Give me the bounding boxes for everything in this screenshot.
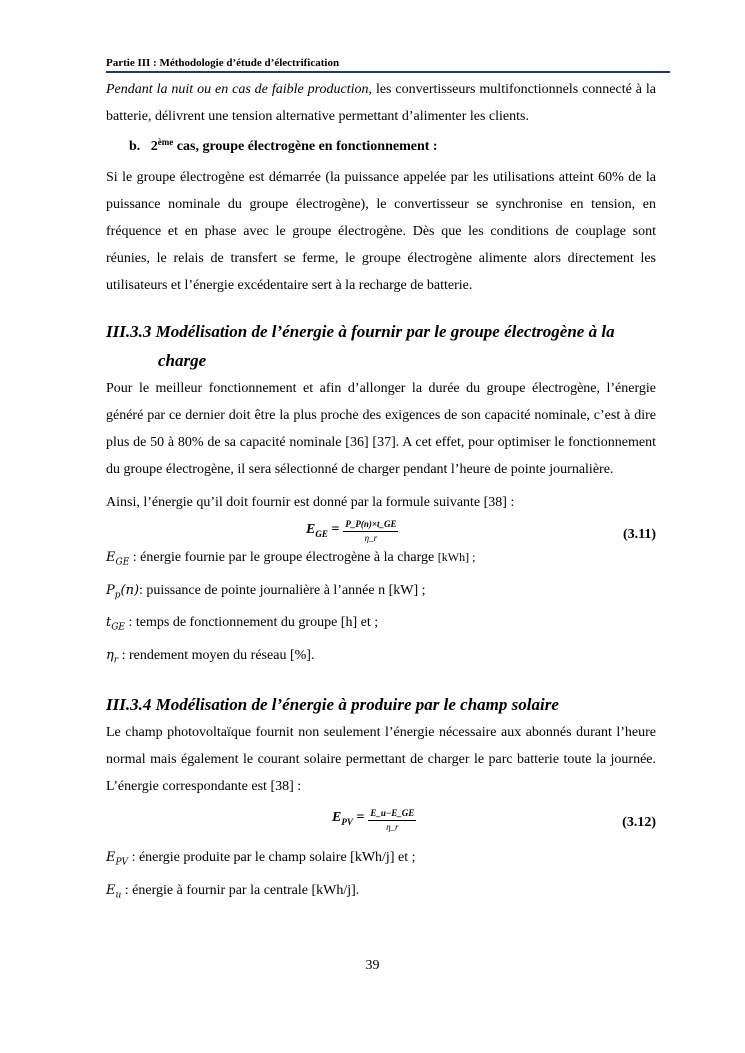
def-egc-unit: [kWh] ; (437, 550, 476, 564)
eq312-lhs: E (332, 810, 342, 826)
section-334-paragraph1: Le champ photovoltaïque fournit non seulement l’énergie nécessaire aux abonnés durant l’heure normal mais également le courant solaire permettant de charger le parc batterie toute la journée. L’énergie correspondante est [38] : (106, 725, 656, 795)
definition-tge (106, 609, 656, 642)
def-eta-sub: r (113, 655, 119, 666)
section-333-heading (106, 317, 656, 375)
equation-3-11 (106, 516, 656, 544)
definition-pp (106, 577, 656, 610)
header-rule (106, 71, 670, 73)
def-pp-tail: (n) (120, 582, 140, 598)
def-tge-text: : temps de fonctionnement du groupe [h] et ; (125, 615, 379, 631)
case-b-num: 2 (150, 139, 158, 154)
intro-paragraph (106, 76, 656, 130)
eq312-lhs-sub: PV (341, 817, 353, 828)
def-pp-symbol: P (106, 582, 115, 598)
equation-number-3-11: (3.11) (622, 527, 656, 542)
section-333-paragraph1: Pour le meilleur fonctionnement et afin d’allonger la durée du groupe électrogène, l’énergie généré par ce dernier doit être la plus proche des exigences de son capacité nominale, c’est à dire plus de 50 à 80% de sa capacité nominale [36] [37]. A cet effet, pour optimiser le fonctionnement du groupe électrogène, il sera sélectionné de charger pendant l’heure de pointe journalière. (106, 381, 656, 477)
equation-number-3-12: (3.12) (622, 815, 656, 831)
def-eta-symbol: η (106, 647, 114, 663)
page-header: Partie III : Méthodologie d’étude d’électrification (106, 57, 340, 69)
eq311-lhs-sub: GE (315, 528, 328, 539)
def-pp-text: : puissance de pointe journalière à l’année n [kW] ; (139, 582, 426, 598)
def-eta-text: : rendement moyen du réseau [%]. (118, 647, 315, 663)
def-epv-sub: PV (115, 857, 129, 868)
eq312-equals: = (356, 810, 365, 826)
eq311-equals: = (331, 522, 340, 537)
eq312-numerator: E_u−E_GE (368, 808, 416, 821)
eq311-numerator: P_P(n)×t_GE (343, 519, 398, 532)
equation-3-12-expression (332, 804, 416, 836)
equation-3-11-expression (306, 516, 398, 548)
def-egc-symbol: E (106, 550, 116, 565)
def-epv-text: : énergie produite par le champ solaire [kWh/j] et ; (128, 850, 416, 866)
definition-egc (106, 544, 656, 577)
section-334-heading: III.3.4 Modélisation de l’énergie à produire par le champ solaire (106, 695, 559, 715)
eq312-denominator: η_r (386, 821, 399, 832)
definition-epv (106, 844, 656, 877)
page-number: 39 (365, 958, 380, 973)
case-b-label: b. (129, 139, 141, 154)
section-333-title-line2: charge (158, 351, 207, 370)
definition-eta (106, 642, 656, 675)
document-body (106, 76, 656, 910)
section-333-title-line1: III.3.3 Modélisation de l’énergie à fournir par le groupe électrogène à la (106, 322, 615, 341)
equation-3-12 (106, 804, 656, 836)
def-eu-sub: u (115, 890, 122, 901)
def-egc-text: : énergie fournie par le groupe électrogène à la charge (129, 550, 438, 565)
case-b-sup: ème (157, 137, 174, 147)
case-b-title: cas, groupe électrogène en fonctionnement : (173, 139, 438, 154)
def-eu-text: : énergie à fournir par la centrale [kWh/j]. (121, 882, 360, 898)
intro-italic: Pendant la nuit ou en cas de faible production (106, 82, 369, 97)
definition-eu (106, 877, 656, 910)
def-epv-symbol: E (106, 850, 116, 866)
eq311-lhs: E (306, 522, 316, 537)
intro-text: , les convertisseurs multifonctionnels connecté à la batterie, délivrent une tension alternative permettant d’alimenter les clients. (106, 82, 656, 124)
def-egc-sub: GE (115, 557, 130, 568)
def-tge-symbol: t (106, 615, 112, 631)
eq311-denominator: η_r (364, 533, 378, 544)
section-333-paragraph2: Ainsi, l’énergie qu’il doit fournir est donné par la formule suivante [38] : (106, 495, 515, 510)
def-tge-sub: GE (111, 622, 125, 633)
def-eu-symbol: E (106, 882, 116, 898)
case-b-paragraph: Si le groupe électrogène est démarrée (la puissance appelée par les utilisations atteint 60% de la puissance nominale du groupe électrogène), le convertisseur se synchronise en tension, en fréquence et en phase avec le groupe électrogène. Dès que les conditions de couplage sont réunies, le relais de transfert se ferme, le groupe électrogène alimente alors directement les utilisateurs et l’énergie excédentaire sert à la recharge de batterie. (106, 170, 656, 293)
def-pp-sub: p (114, 590, 121, 601)
case-b-heading (129, 136, 656, 158)
